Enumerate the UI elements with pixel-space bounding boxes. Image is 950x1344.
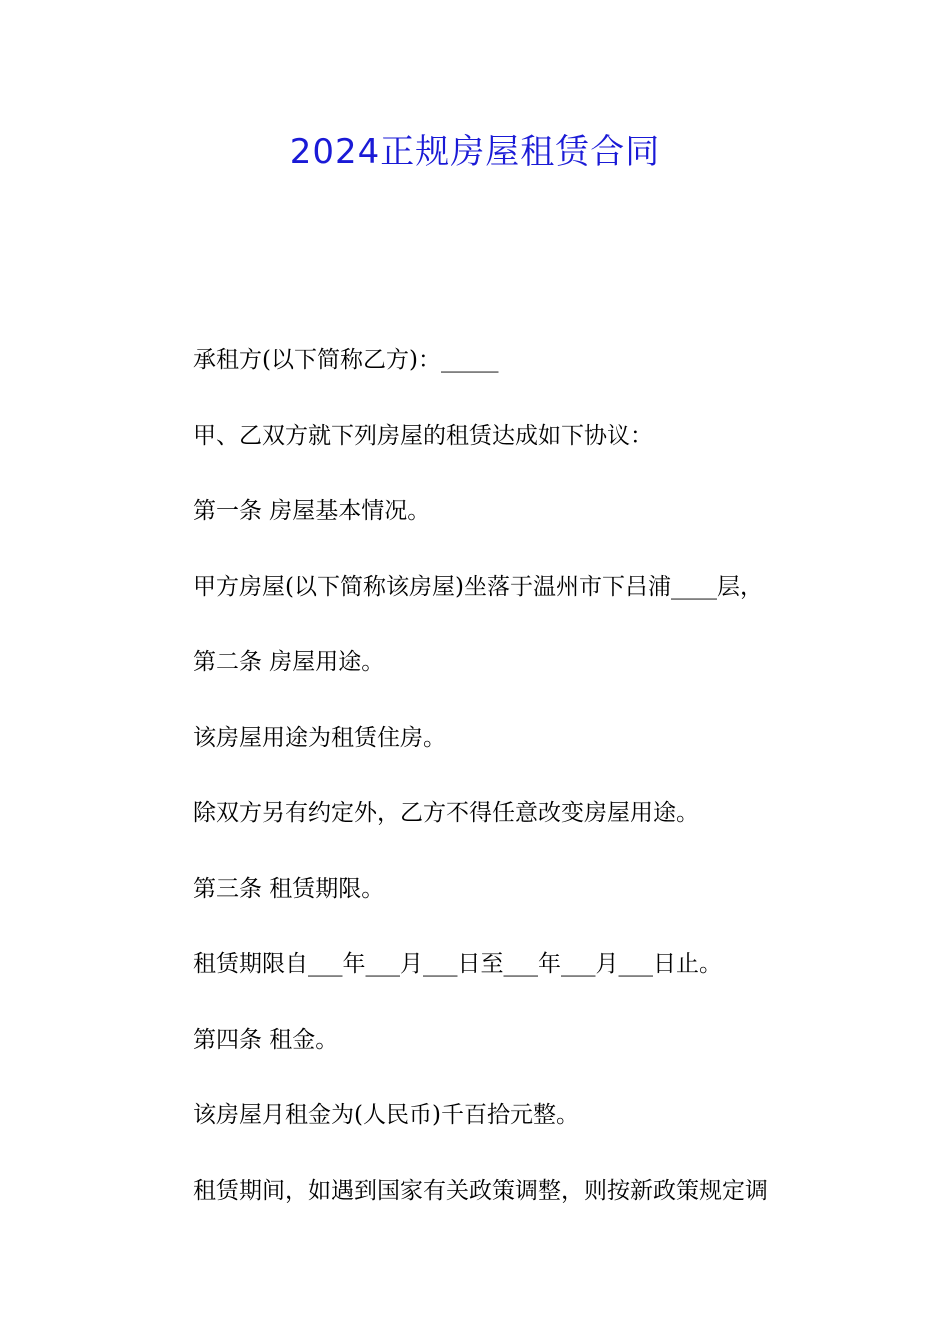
paragraph-rent-adjustment: 租赁期间，如遇到国家有关政策调整，则按新政策规定调 [193, 1177, 768, 1204]
paragraph-property-use: 该房屋用途为租赁住房。 [193, 724, 446, 751]
document-title: 2024正规房屋租赁合同 [289, 132, 661, 172]
paragraph-tenant: 承租方(以下简称乙方)：_____ [193, 347, 499, 373]
paragraph-monthly-rent: 该房屋月租金为(人民币)千百拾元整。 [193, 1102, 579, 1128]
article-1-heading: 第一条 房屋基本情况。 [193, 498, 431, 524]
article-3-heading: 第三条 租赁期限。 [193, 875, 385, 902]
article-4-heading: 第四条 租金。 [193, 1026, 339, 1053]
paragraph-use-restriction: 除双方另有约定外，乙方不得任意改变房屋用途。 [193, 800, 699, 826]
paragraph-lease-term: 租赁期限自___年___月___日至___年___月___日止。 [193, 951, 722, 977]
paragraph-agreement-intro: 甲、乙双方就下列房屋的租赁达成如下协议： [193, 422, 653, 449]
document-body [193, 340, 853, 1246]
article-2-heading: 第二条 房屋用途。 [193, 649, 385, 675]
paragraph-property-location: 甲方房屋(以下简称该房屋)坐落于温州市下吕浦____层， [193, 573, 763, 600]
